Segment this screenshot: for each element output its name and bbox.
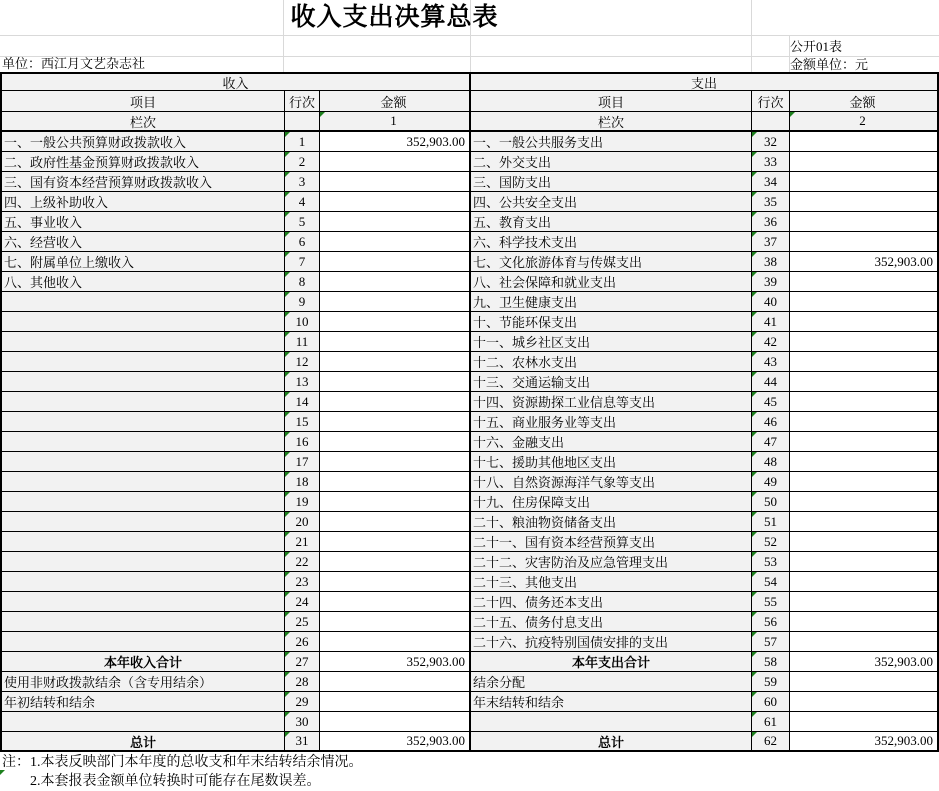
amount-cell [790,452,937,471]
amount-cell [320,572,469,591]
table-row [471,412,937,432]
amount-cell [790,312,937,331]
item-cell: 六、经营收入 [2,232,285,251]
amount-cell [320,292,469,311]
col-line: 行次 [752,91,790,111]
table-row [2,432,469,452]
table-row [2,352,469,372]
table-row [471,452,937,472]
amount-cell [790,572,937,591]
line-number-cell: 17 [285,452,320,471]
amount-cell [320,352,469,371]
section-label: 支出 [471,74,937,90]
org-unit: 单位：西江月文艺杂志社 [2,56,146,71]
item-cell: 七、文化旅游体育与传媒支出 [471,252,752,271]
line-number-cell: 44 [752,372,790,391]
item-cell [2,532,285,551]
table-row [2,612,469,632]
item-cell: 十九、住房保障支出 [471,492,752,511]
amount-cell [790,512,937,531]
amount-cell [320,152,469,171]
error-indicator-icon [0,770,5,775]
amount-cell [320,492,469,511]
table-row [2,272,469,292]
line-number-cell: 6 [285,232,320,251]
col-item: 项目 [471,91,752,111]
amount-cell [790,472,937,491]
item-cell [471,712,752,731]
line-number-cell: 24 [285,592,320,611]
line-number-cell: 18 [285,472,320,491]
table-row [471,392,937,412]
item-cell: 总计 [2,732,285,750]
amount-cell [320,672,469,691]
item-cell: 十五、商业服务业等支出 [471,412,752,431]
item-cell: 十八、自然资源海洋气象等支出 [471,472,752,491]
amount-cell [790,332,937,351]
amount-cell [320,612,469,631]
lanci-label: 栏次 [2,112,285,130]
item-cell: 一、一般公共预算财政拨款收入 [2,132,285,151]
line-number-cell: 31 [285,732,320,750]
table-row [2,472,469,492]
item-cell: 结余分配 [471,672,752,691]
line-number-cell: 25 [285,612,320,631]
item-cell: 本年收入合计 [2,652,285,671]
lanci-value: 2 [790,112,937,130]
amount-cell [320,392,469,411]
amount-cell [790,392,937,411]
amount-cell [790,172,937,191]
amount-cell [320,452,469,471]
item-cell: 二十、粮油物资储备支出 [471,512,752,531]
table-row [471,252,937,272]
amount-cell [790,612,937,631]
table-row [2,452,469,472]
item-cell: 二十二、灾害防治及应急管理支出 [471,552,752,571]
table-row [2,172,469,192]
item-cell: 一、一般公共服务支出 [471,132,752,151]
line-number-cell: 38 [752,252,790,271]
amount-cell: 352,903.00 [320,652,469,671]
col-line: 行次 [285,91,320,111]
section-label: 收入 [2,74,469,90]
amount-cell [790,272,937,291]
amount-cell [790,292,937,311]
amount-cell [320,232,469,251]
amount-cell [790,692,937,711]
line-number-cell: 48 [752,452,790,471]
col-amount: 金额 [320,91,469,111]
amount-cell [320,692,469,711]
item-cell: 使用非财政拨款结余（含专用结余） [2,672,285,691]
table-row [2,132,469,152]
table-row [471,672,937,692]
line-number-cell: 40 [752,292,790,311]
amount-cell [790,432,937,451]
lanci-value: 1 [320,112,469,130]
item-cell: 二十一、国有资本经营预算支出 [471,532,752,551]
table-row [471,292,937,312]
amount-cell [320,552,469,571]
table-row [471,512,937,532]
table-row [471,652,937,672]
income-column-header [2,91,469,112]
item-cell [2,352,285,371]
line-number-cell: 61 [752,712,790,731]
table-row [471,172,937,192]
line-number-cell: 46 [752,412,790,431]
lanci-line-cell [285,112,320,130]
table-row [2,652,469,672]
line-number-cell: 33 [752,152,790,171]
col-item: 项目 [2,91,285,111]
line-number-cell: 53 [752,552,790,571]
item-cell: 七、附属单位上缴收入 [2,252,285,271]
expenditure-section-header [471,74,937,91]
item-cell: 十六、金融支出 [471,432,752,451]
item-cell [2,292,285,311]
table-row [471,732,937,750]
line-number-cell: 26 [285,632,320,651]
item-cell: 年初结转和结余 [2,692,285,711]
line-number-cell: 37 [752,232,790,251]
line-number-cell: 16 [285,432,320,451]
amount-cell [320,532,469,551]
item-cell [2,492,285,511]
line-number-cell: 52 [752,532,790,551]
footnote-2: 2.本套报表金额单位转换时可能存在尾数误差。 [30,774,321,789]
line-number-cell: 13 [285,372,320,391]
page-title: 收入支出决算总表 [290,4,499,31]
item-cell: 二、外交支出 [471,152,752,171]
amount-cell [790,372,937,391]
summary-table [0,72,939,752]
amount-cell [320,712,469,731]
item-cell: 五、事业收入 [2,212,285,231]
amount-cell [790,672,937,691]
item-cell: 二十四、债务还本支出 [471,592,752,611]
line-number-cell: 57 [752,632,790,651]
income-table [2,74,471,750]
amount-cell [320,272,469,291]
line-number-cell: 56 [752,612,790,631]
item-cell [2,472,285,491]
table-row [2,732,469,750]
item-cell: 三、国有资本经营预算财政拨款收入 [2,172,285,191]
line-number-cell: 55 [752,592,790,611]
line-number-cell: 32 [752,132,790,151]
line-number-cell: 15 [285,412,320,431]
item-cell: 十二、农林水支出 [471,352,752,371]
line-number-cell: 51 [752,512,790,531]
amount-cell [320,172,469,191]
amount-cell [790,552,937,571]
line-number-cell: 34 [752,172,790,191]
item-cell: 总计 [471,732,752,750]
amount-cell [790,632,937,651]
table-row [471,712,937,732]
item-cell: 四、公共安全支出 [471,192,752,211]
table-row [2,152,469,172]
footnotes [2,753,363,791]
line-number-cell: 9 [285,292,320,311]
amount-cell [790,132,937,151]
amount-cell [320,592,469,611]
table-row [471,492,937,512]
table-row [2,552,469,572]
currency-unit: 金额单位：元 [790,57,869,72]
line-number-cell: 30 [285,712,320,731]
line-number-cell: 2 [285,152,320,171]
expenditure-column-header [471,91,937,112]
item-cell: 五、教育支出 [471,212,752,231]
table-row [471,472,937,492]
income-section-header [2,74,469,91]
table-row [2,312,469,332]
col-amount: 金额 [790,91,937,111]
table-row [2,392,469,412]
table-row [471,632,937,652]
line-number-cell: 27 [285,652,320,671]
table-row [2,412,469,432]
amount-cell [320,432,469,451]
line-number-cell: 54 [752,572,790,591]
item-cell: 十一、城乡社区支出 [471,332,752,351]
lanci-line-cell [752,112,790,130]
line-number-cell: 50 [752,492,790,511]
amount-cell [790,532,937,551]
item-cell: 十、节能环保支出 [471,312,752,331]
table-row [2,252,469,272]
table-code: 公开01表 [790,39,843,54]
item-cell [2,552,285,571]
item-cell: 年末结转和结余 [471,692,752,711]
amount-cell [790,192,937,211]
line-number-cell: 39 [752,272,790,291]
item-cell: 十三、交通运输支出 [471,372,752,391]
line-number-cell: 11 [285,332,320,351]
item-cell: 六、科学技术支出 [471,232,752,251]
amount-cell [320,312,469,331]
table-row [471,152,937,172]
table-row [2,512,469,532]
expenditure-table [471,74,937,750]
table-row [2,212,469,232]
table-row [2,292,469,312]
table-row [2,572,469,592]
amount-cell [790,412,937,431]
table-row [471,592,937,612]
line-number-cell: 59 [752,672,790,691]
item-cell: 二、政府性基金预算财政拨款收入 [2,152,285,171]
table-row [471,532,937,552]
item-cell [2,372,285,391]
item-cell [2,592,285,611]
table-row [471,232,937,252]
item-cell [2,312,285,331]
table-row [2,492,469,512]
item-cell [2,632,285,651]
line-number-cell: 1 [285,132,320,151]
line-number-cell: 28 [285,672,320,691]
lanci-label: 栏次 [471,112,752,130]
table-row [471,132,937,152]
table-row [2,672,469,692]
line-number-cell: 10 [285,312,320,331]
table-row [471,572,937,592]
amount-cell [790,592,937,611]
table-row [2,532,469,552]
table-row [2,372,469,392]
table-row [471,692,937,712]
amount-cell: 352,903.00 [790,732,937,750]
line-number-cell: 43 [752,352,790,371]
line-number-cell: 60 [752,692,790,711]
line-number-cell: 35 [752,192,790,211]
amount-cell: 352,903.00 [320,732,469,750]
line-number-cell: 23 [285,572,320,591]
item-cell: 二十六、抗疫特别国债安排的支出 [471,632,752,651]
income-lanci-row [2,112,469,132]
line-number-cell: 42 [752,332,790,351]
line-number-cell: 36 [752,212,790,231]
item-cell [2,612,285,631]
line-number-cell: 29 [285,692,320,711]
table-row [471,432,937,452]
amount-cell [320,252,469,271]
line-number-cell: 8 [285,272,320,291]
line-number-cell: 45 [752,392,790,411]
line-number-cell: 49 [752,472,790,491]
item-cell: 本年支出合计 [471,652,752,671]
amount-cell [320,192,469,211]
amount-cell [320,512,469,531]
item-cell: 二十三、其他支出 [471,572,752,591]
item-cell: 十七、援助其他地区支出 [471,452,752,471]
line-number-cell: 14 [285,392,320,411]
line-number-cell: 62 [752,732,790,750]
item-cell: 十四、资源勘探工业信息等支出 [471,392,752,411]
line-number-cell: 5 [285,212,320,231]
table-row [2,232,469,252]
table-row [471,612,937,632]
table-row [471,312,937,332]
amount-cell [320,372,469,391]
line-number-cell: 58 [752,652,790,671]
line-number-cell: 21 [285,532,320,551]
line-number-cell: 7 [285,252,320,271]
amount-cell [790,212,937,231]
amount-cell: 352,903.00 [320,132,469,151]
item-cell [2,392,285,411]
line-number-cell: 3 [285,172,320,191]
item-cell: 八、其他收入 [2,272,285,291]
table-row [2,632,469,652]
amount-cell [320,212,469,231]
line-number-cell: 12 [285,352,320,371]
line-number-cell: 20 [285,512,320,531]
table-row [471,372,937,392]
table-row [471,272,937,292]
line-number-cell: 22 [285,552,320,571]
table-row [2,332,469,352]
table-row [471,192,937,212]
table-row [2,692,469,712]
amount-cell [790,712,937,731]
item-cell [2,332,285,351]
amount-cell [790,152,937,171]
line-number-cell: 47 [752,432,790,451]
table-row [471,212,937,232]
amount-cell [320,332,469,351]
table-row [471,352,937,372]
table-row [471,552,937,572]
amount-cell: 352,903.00 [790,652,937,671]
line-number-cell: 4 [285,192,320,211]
amount-cell [320,472,469,491]
line-number-cell: 19 [285,492,320,511]
item-cell: 二十五、债务付息支出 [471,612,752,631]
item-cell: 三、国防支出 [471,172,752,191]
table-row [471,332,937,352]
item-cell [2,432,285,451]
amount-cell [320,412,469,431]
item-cell [2,512,285,531]
amount-cell: 352,903.00 [790,252,937,271]
item-cell: 八、社会保障和就业支出 [471,272,752,291]
item-cell [2,452,285,471]
item-cell [2,712,285,731]
amount-cell [320,632,469,651]
table-row [2,192,469,212]
expenditure-lanci-row [471,112,937,132]
amount-cell [790,492,937,511]
table-row [2,592,469,612]
item-cell: 四、上级补助收入 [2,192,285,211]
table-row [2,712,469,732]
item-cell [2,572,285,591]
footnote-1: 注：1.本表反映部门本年度的总收支和年末结转结余情况。 [2,755,363,770]
amount-cell [790,352,937,371]
amount-cell [790,232,937,251]
item-cell [2,412,285,431]
item-cell: 九、卫生健康支出 [471,292,752,311]
line-number-cell: 41 [752,312,790,331]
